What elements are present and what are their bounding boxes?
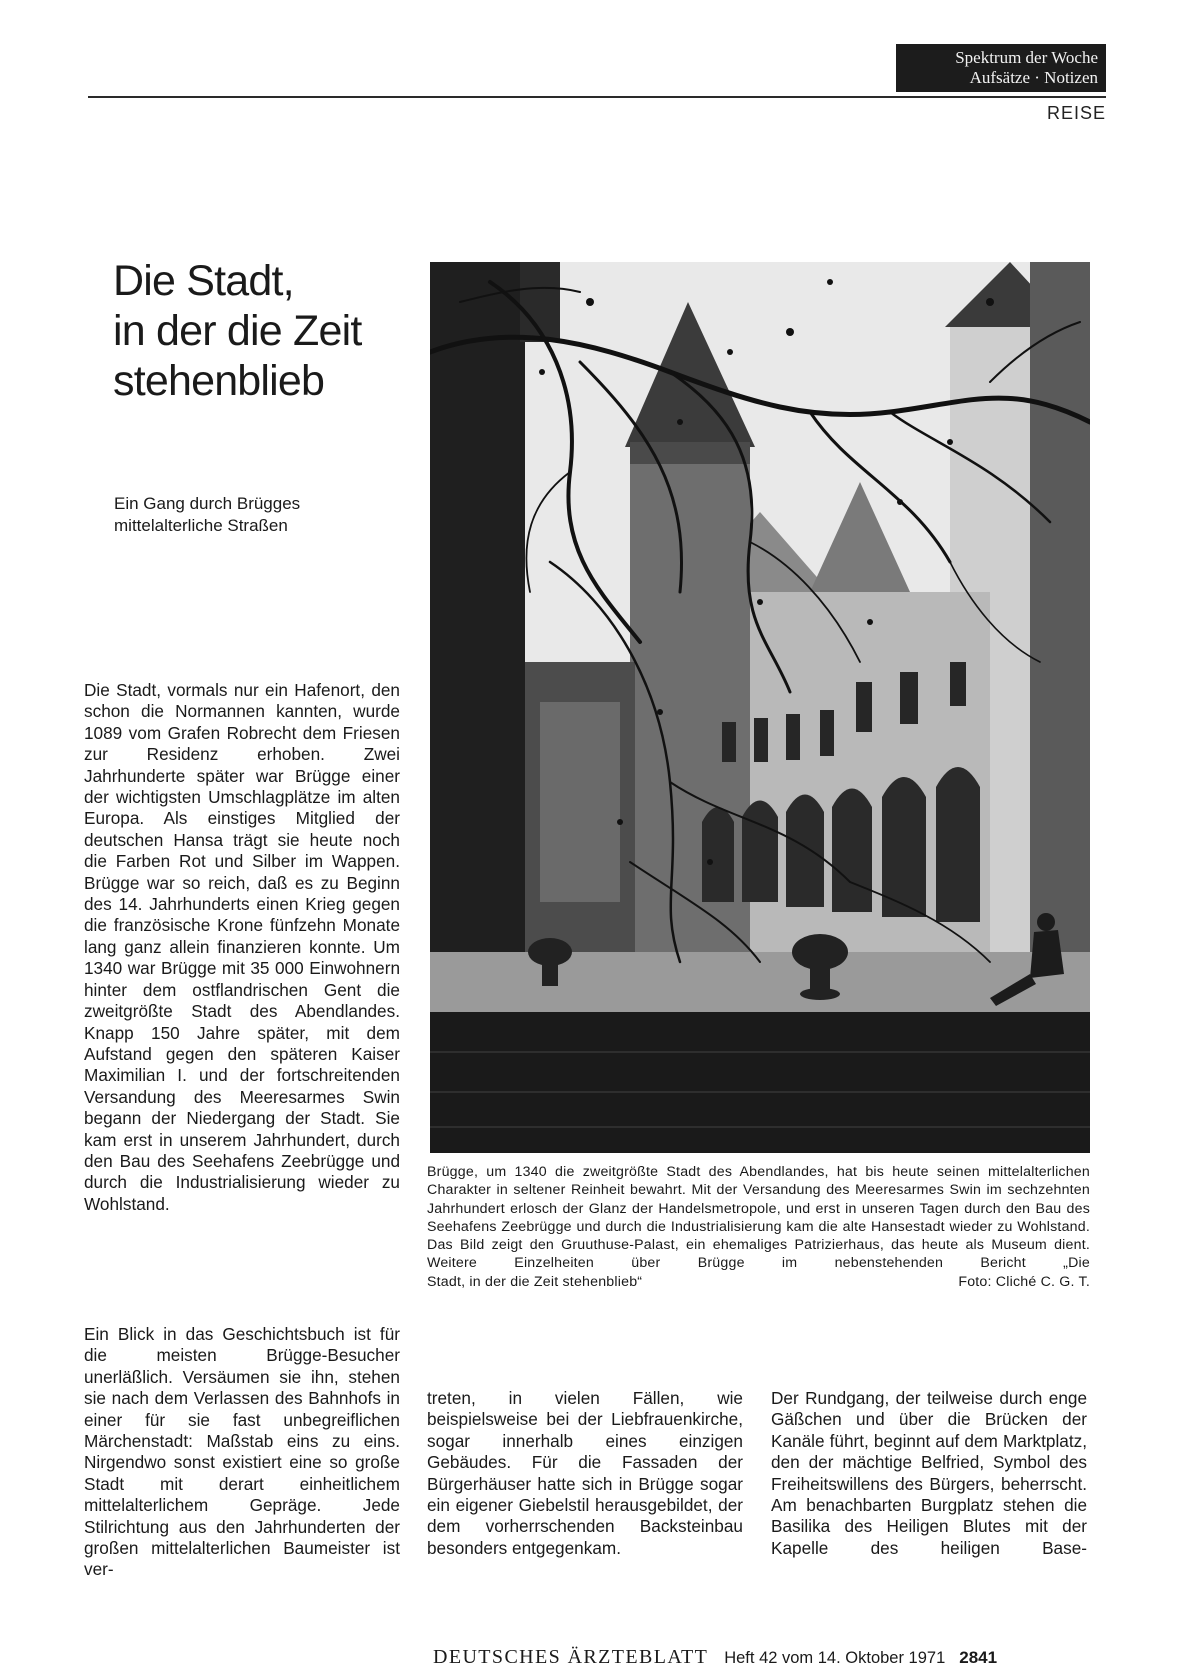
section-label: REISE xyxy=(1046,103,1106,123)
subtitle-line-2: mittelalterliche Straßen xyxy=(114,516,288,535)
article-column-1-continued xyxy=(84,1324,400,1581)
page-footer xyxy=(433,1646,1093,1669)
photo-credit: Foto: Cliché C. G. T. xyxy=(958,1273,1090,1290)
issue-info: Heft 42 vom 14. Oktober 1971 xyxy=(724,1649,946,1667)
headline-line-1: Die Stadt, xyxy=(113,257,294,305)
paragraph-2: Ein Blick in das Geschichtsbuch ist für die meisten Brügge-Besucher unerläßlich. Versäumen sie ihn, stehen sie nach dem Verlassen des Bahnhofs in einer für sie fast unbegreiflichen Märchenstadt: Maßstab eins zu eins. Nirgendwo sonst existiert eine so große Stadt mit derart einheitlichem mittelalterlichem Gepräge. Jede Stilrichtung aus den Jahrhunderten der großen mittelalterlichen Baumeister ist ver- xyxy=(84,1324,400,1580)
paragraph-1: Die Stadt, vormals nur ein Hafenort, den schon die Normannen kannten, wurde 1089 vom Grafen Robrecht dem Friesen zur Residenz erhoben. Zwei Jahrhunderte später war Brügge einer der wichtigsten Umschlagplätze im alten Europa. Als einstiges Mitglied der deutschen Hansa trägt sie heute noch die Farben Rot und Silber im Wappen. Brügge war so reich, daß es zu Beginn des 14. Jahrhunderts einen Krieg gegen die französische Krone fünfzehn Monate lang ganz allein finanzieren konnte. Um 1340 war Brügge mit 35 000 Einwohnern hinter dem ostflandrischen Gent die zweitgrößte Stadt des Abendlandes. Knapp 150 Jahre später, mit dem Aufstand gegen den späteren Kaiser Maximilian I. und der fortschreitenden Versandung des Meeresarmes Swin begann der Niedergang der Stadt. Sie kam erst in unserem Jahrhundert, durch den Bau des Seehafens Zeebrügge und durch die Industrialisierung wieder zu Wohlstand. xyxy=(84,680,400,1214)
paragraph-3: treten, in vielen Fällen, wie beispielsweise bei der Liebfrauenkirche, sogar innerhalb eines einzigen Gebäudes. Für die Fassaden der Bürgerhäuser hatte sich in Brügge sogar ein eigener Giebelstil herausgebildet, der dem vorherrschenden Backsteinbau besonders entgegenkam. xyxy=(427,1388,743,1558)
page-number: 2841 xyxy=(959,1648,998,1667)
caption-credit-line xyxy=(427,1273,1090,1291)
headline-line-2: in der die Zeit xyxy=(113,307,362,355)
article-column-3 xyxy=(771,1388,1087,1559)
badge-line-2: Aufsätze · Notizen xyxy=(969,68,1098,87)
header-badge xyxy=(896,44,1106,92)
caption-text: Brügge, um 1340 die zweitgrößte Stadt des Abendlandes, hat bis heute seinen mittelalterlichen Charakter in seltener Reinheit bewahrt. Mit der Versandung des Meeresarmes Swin im sechzehnten Jahrhundert erlosch der Glanz der Handelsmetropole, und erst in unseren Tagen durch den Bau des Seehafens Zeebrügge und durch die Industrialisierung kam die alte Hansestadt wieder zu Wohlstand. Das Bild zeigt den Gruuthuse-Palast, ein ehemaliges Patrizierhaus, das heute als Museum dient. Weitere Einzelheiten über Brügge im nebenstehenden Bericht „Die xyxy=(427,1164,1090,1272)
article-column-2 xyxy=(427,1388,743,1559)
header-rule xyxy=(88,96,1106,98)
headline-line-3: stehenblieb xyxy=(113,357,325,405)
journal-name: DEUTSCHES ÄRZTEBLATT xyxy=(433,1646,709,1668)
subtitle xyxy=(114,493,300,537)
badge-line-1: Spektrum der Woche xyxy=(955,48,1098,67)
paragraph-4: Der Rundgang, der teilweise durch enge Gäßchen und über die Brücken der Kanäle führt, beginnt auf dem Marktplatz, den der mächtige Belfried, Symbol des Freiheitswillens des Bürgers, beherrscht. Am benachbarten Burgplatz stehen die Basilika des Heiligen Blutes mit der Kapelle des heiligen Base- xyxy=(771,1388,1087,1558)
gruuthuse-palace-photo xyxy=(430,262,1090,1153)
headline xyxy=(113,256,413,406)
photo-caption xyxy=(427,1163,1090,1291)
caption-end: Stadt, in der die Zeit stehenblieb“ xyxy=(427,1273,643,1290)
subtitle-line-1: Ein Gang durch Brügges xyxy=(114,494,301,513)
article-column-1 xyxy=(84,680,400,1215)
photo-illustration xyxy=(430,262,1090,1153)
